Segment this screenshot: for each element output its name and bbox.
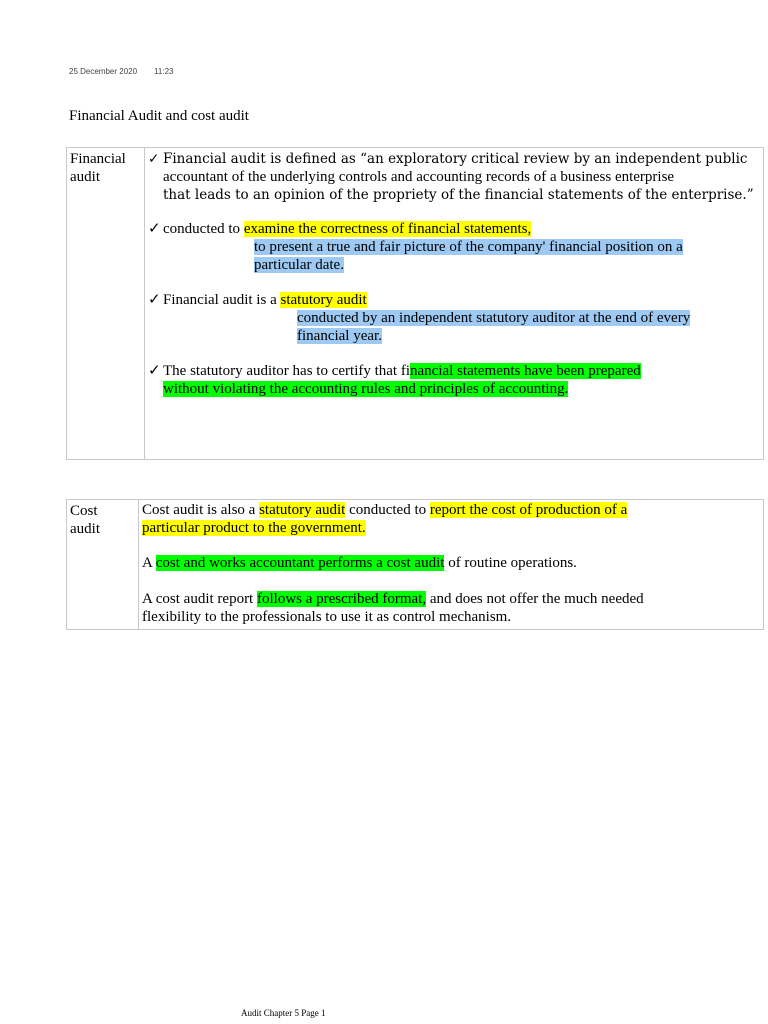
- page-footer: Audit Chapter 5 Page 1: [241, 1008, 326, 1018]
- check-icon: ✓: [148, 292, 161, 308]
- certify-item: ✓ The statutory auditor has to certify that financial statements have been prepared without violating the accounting rules and principles of accounting.: [148, 363, 641, 397]
- check-icon: ✓: [148, 363, 161, 379]
- correctness-item: ✓ conducted to examine the correctness of financial statements,: [148, 221, 532, 237]
- definition-item: ✓ Financial audit is defined as “an exploratory critical review by an independent public accountant of the underlying controls and accounting records of a business enterprise that leads to an opinion of the propriety of the financial statements of the enterprise.”: [148, 151, 754, 203]
- financial-audit-table: [66, 147, 764, 460]
- note-time: 11:23: [154, 67, 174, 76]
- cost-audit-label: Cost audit: [67, 500, 139, 630]
- check-icon: ✓: [148, 151, 160, 167]
- cost-audit-paragraph: A cost and works accountant performs a cost audit of routine operations.: [142, 555, 577, 571]
- cost-audit-paragraph: A cost audit report follows a prescribed format, and does not offer the much needed flexibility to the professionals to use it as control mechanism.: [142, 591, 644, 625]
- financial-audit-content: ✓ Financial audit is defined as “an exploratory critical review by an independent public accountant of the underlying controls and accounting records of a business enterprise that leads to an opinion of the propriety of the financial statements of the enterprise.” ✓ conducted to examine the correctness of financial statements, to present a true and fair picture of the company' financial position on a particular date. ✓ Financial audit is a statutory audit conducted by an independent statutory auditor at the end of every financial year. ✓ The statutory auditor has to certify that financial statements have been prepared without violating the accounting rules and principles of accounting.: [145, 148, 764, 460]
- page-title: Financial Audit and cost audit: [69, 108, 249, 124]
- cost-audit-table: [66, 499, 764, 630]
- note-date: 25 December 2020: [69, 67, 138, 76]
- cost-audit-content: [139, 500, 764, 630]
- financial-audit-label: Financial audit: [67, 148, 145, 460]
- note-timestamp: [69, 67, 173, 76]
- statutory-item: ✓ Financial audit is a statutory audit: [148, 292, 367, 308]
- check-icon: ✓: [148, 221, 161, 237]
- cost-audit-paragraph: Cost audit is also a statutory audit conducted to report the cost of production of a particular product to the government.: [142, 502, 628, 536]
